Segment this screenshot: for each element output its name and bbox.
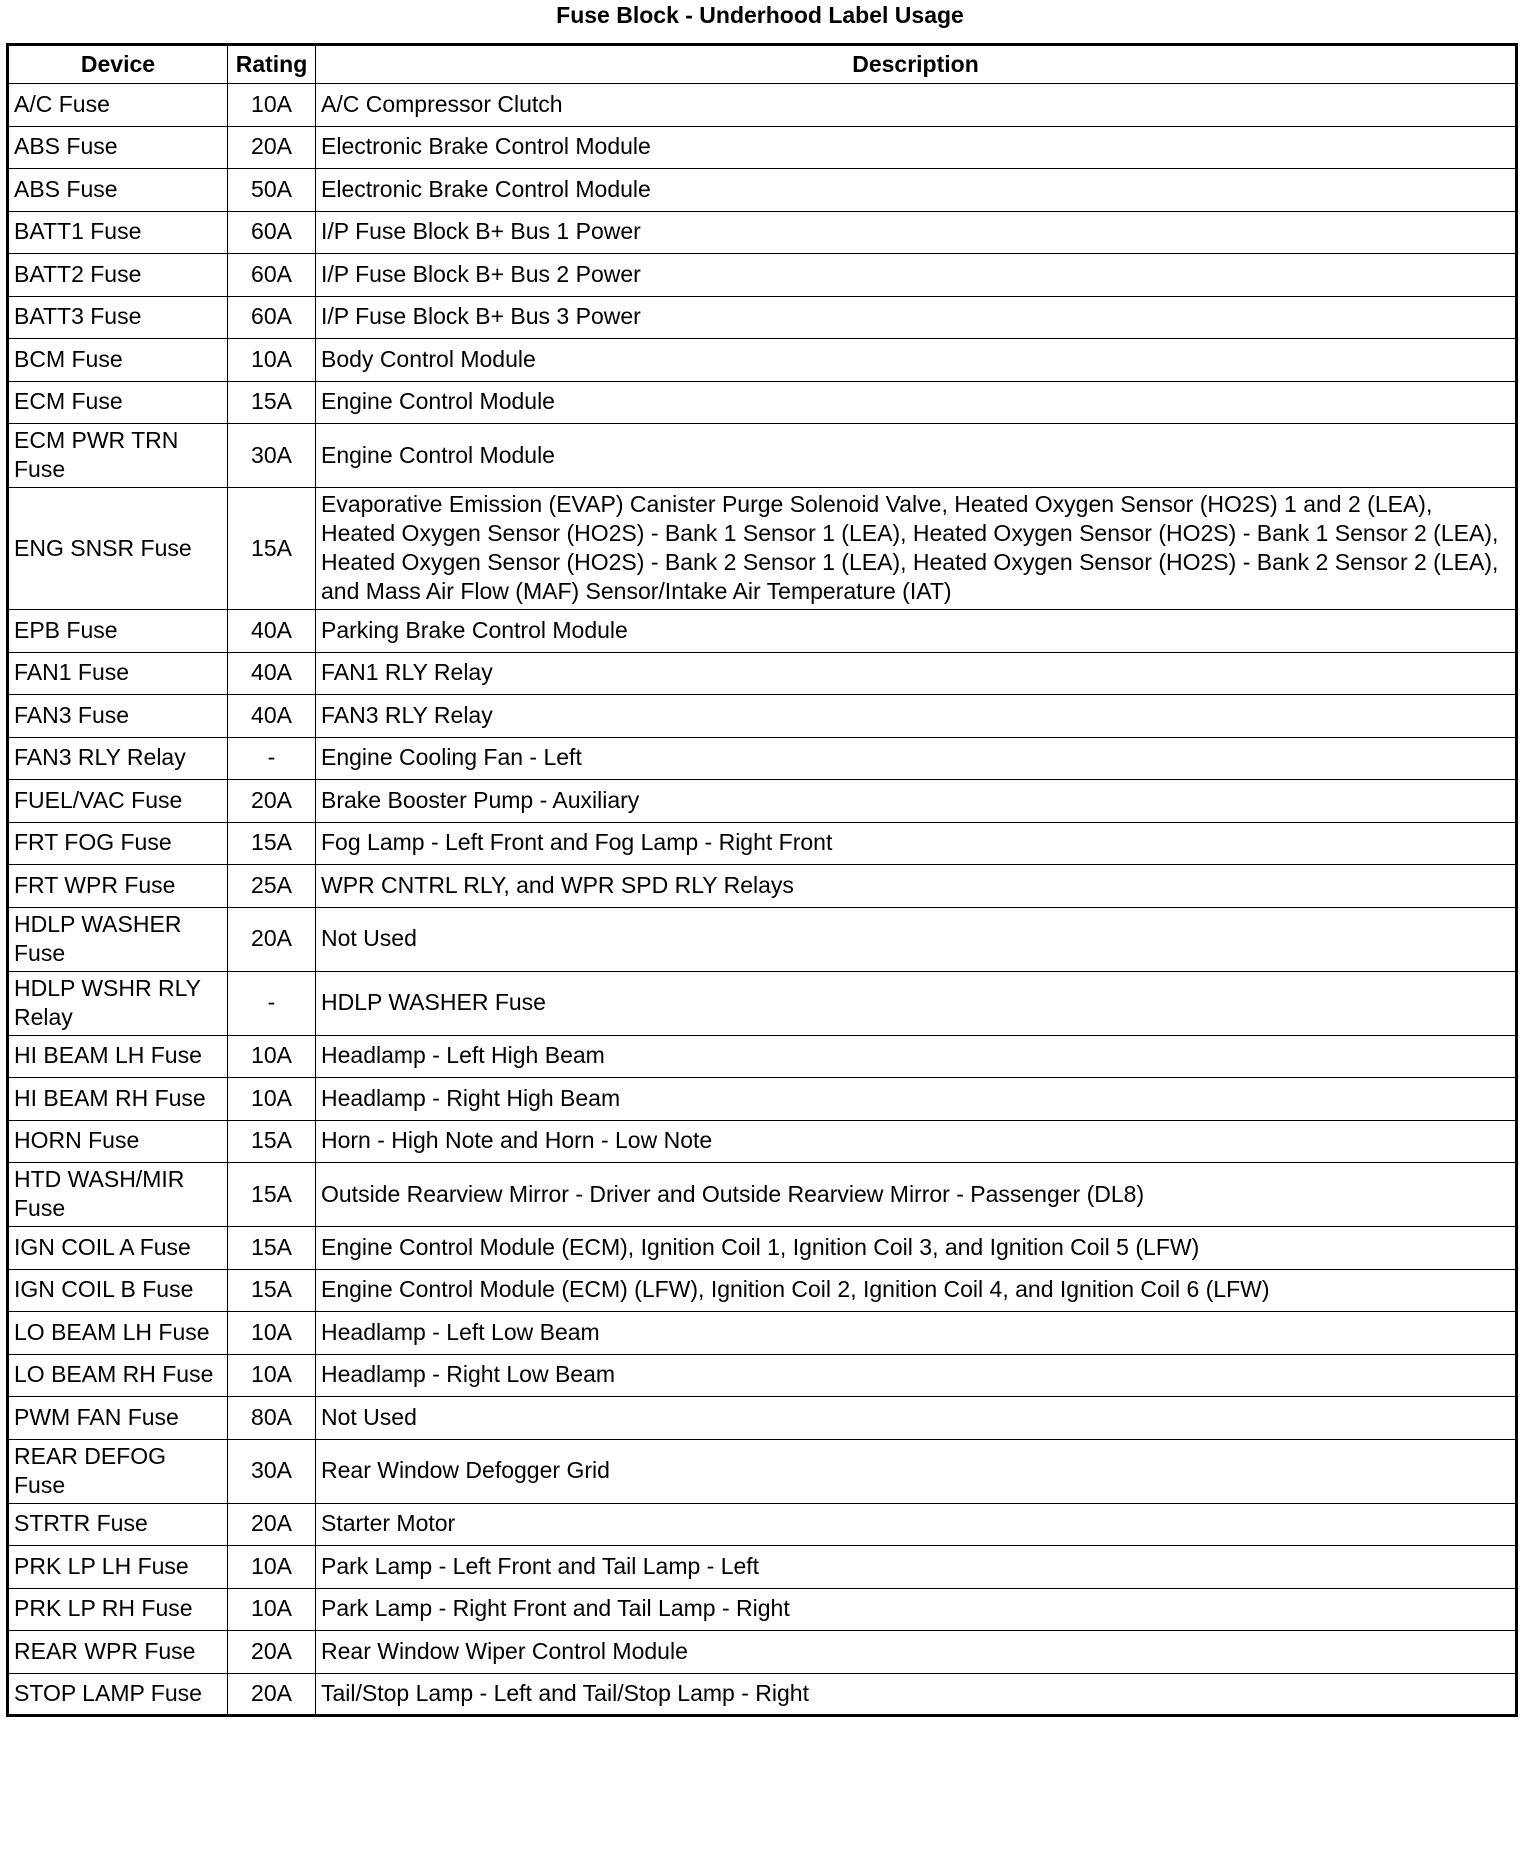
cell-rating: 60A <box>228 211 316 254</box>
cell-rating: 60A <box>228 254 316 297</box>
table-row <box>8 822 1517 865</box>
cell-description: FAN1 RLY Relay <box>316 652 1517 695</box>
cell-device: FAN3 RLY Relay <box>8 737 228 780</box>
cell-device: EPB Fuse <box>8 610 228 653</box>
cell-rating: 15A <box>228 1163 316 1227</box>
table-row <box>8 1120 1517 1163</box>
cell-rating: 15A <box>228 1227 316 1270</box>
cell-device: BATT2 Fuse <box>8 254 228 297</box>
cell-device: BCM Fuse <box>8 339 228 382</box>
cell-device: FRT FOG Fuse <box>8 822 228 865</box>
column-header-description: Description <box>316 45 1517 84</box>
cell-description: Headlamp - Left High Beam <box>316 1035 1517 1078</box>
cell-rating: 10A <box>228 1035 316 1078</box>
cell-device: PWM FAN Fuse <box>8 1397 228 1440</box>
table-row <box>8 971 1517 1035</box>
cell-device: HTD WASH/MIR Fuse <box>8 1163 228 1227</box>
cell-device: HDLP WASHER Fuse <box>8 907 228 971</box>
cell-description: WPR CNTRL RLY, and WPR SPD RLY Relays <box>316 865 1517 908</box>
cell-description: HDLP WASHER Fuse <box>316 971 1517 1035</box>
cell-description: Headlamp - Right High Beam <box>316 1078 1517 1121</box>
cell-device: ABS Fuse <box>8 126 228 169</box>
cell-description: Parking Brake Control Module <box>316 610 1517 653</box>
cell-description: Tail/Stop Lamp - Left and Tail/Stop Lamp - Right <box>316 1673 1517 1716</box>
table-row <box>8 1631 1517 1674</box>
cell-rating: 20A <box>228 1631 316 1674</box>
table-row <box>8 1227 1517 1270</box>
cell-rating: 20A <box>228 907 316 971</box>
cell-device: HI BEAM LH Fuse <box>8 1035 228 1078</box>
cell-description: Fog Lamp - Left Front and Fog Lamp - Right Front <box>316 822 1517 865</box>
table-row <box>8 1269 1517 1312</box>
page-title: Fuse Block - Underhood Label Usage <box>556 2 964 28</box>
cell-device: BATT3 Fuse <box>8 296 228 339</box>
table-row <box>8 1503 1517 1546</box>
cell-rating: 10A <box>228 1078 316 1121</box>
table-row <box>8 737 1517 780</box>
cell-rating: 15A <box>228 1120 316 1163</box>
cell-rating: 30A <box>228 424 316 488</box>
cell-device: HI BEAM RH Fuse <box>8 1078 228 1121</box>
table-row <box>8 339 1517 382</box>
cell-rating: 40A <box>228 610 316 653</box>
table-row <box>8 1439 1517 1503</box>
cell-rating: 25A <box>228 865 316 908</box>
cell-rating: 20A <box>228 1503 316 1546</box>
cell-description: Engine Control Module (ECM) (LFW), Ignition Coil 2, Ignition Coil 4, and Ignition Coil 6 (LFW) <box>316 1269 1517 1312</box>
table-row <box>8 1546 1517 1589</box>
cell-description: Outside Rearview Mirror - Driver and Outside Rearview Mirror - Passenger (DL8) <box>316 1163 1517 1227</box>
table-row <box>8 1035 1517 1078</box>
cell-description: Headlamp - Right Low Beam <box>316 1354 1517 1397</box>
cell-rating: 10A <box>228 84 316 127</box>
table-row <box>8 1588 1517 1631</box>
cell-device: REAR WPR Fuse <box>8 1631 228 1674</box>
fuse-table <box>6 43 1518 1717</box>
cell-device: ECM PWR TRN Fuse <box>8 424 228 488</box>
cell-rating: 10A <box>228 1312 316 1355</box>
table-row <box>8 1078 1517 1121</box>
cell-description: Starter Motor <box>316 1503 1517 1546</box>
table-row <box>8 652 1517 695</box>
table-row <box>8 296 1517 339</box>
table-row <box>8 126 1517 169</box>
cell-device: LO BEAM RH Fuse <box>8 1354 228 1397</box>
cell-rating: 10A <box>228 339 316 382</box>
cell-rating: 15A <box>228 1269 316 1312</box>
cell-description: Engine Cooling Fan - Left <box>316 737 1517 780</box>
cell-description: I/P Fuse Block B+ Bus 1 Power <box>316 211 1517 254</box>
cell-description: Park Lamp - Right Front and Tail Lamp - Right <box>316 1588 1517 1631</box>
cell-device: ABS Fuse <box>8 169 228 212</box>
cell-device: A/C Fuse <box>8 84 228 127</box>
cell-description: A/C Compressor Clutch <box>316 84 1517 127</box>
table-row <box>8 488 1517 610</box>
cell-rating: 20A <box>228 1673 316 1716</box>
cell-device: PRK LP RH Fuse <box>8 1588 228 1631</box>
cell-device: FAN1 Fuse <box>8 652 228 695</box>
cell-device: IGN COIL A Fuse <box>8 1227 228 1270</box>
cell-device: REAR DEFOG Fuse <box>8 1439 228 1503</box>
cell-rating: - <box>228 737 316 780</box>
cell-rating: 60A <box>228 296 316 339</box>
table-row <box>8 169 1517 212</box>
table-header-row <box>8 45 1517 84</box>
table-row <box>8 1354 1517 1397</box>
cell-rating: 10A <box>228 1546 316 1589</box>
cell-rating: 40A <box>228 695 316 738</box>
cell-description: Headlamp - Left Low Beam <box>316 1312 1517 1355</box>
table-row <box>8 695 1517 738</box>
cell-rating: 10A <box>228 1588 316 1631</box>
cell-description: Park Lamp - Left Front and Tail Lamp - Left <box>316 1546 1517 1589</box>
column-header-rating: Rating <box>228 45 316 84</box>
cell-description: Engine Control Module (ECM), Ignition Coil 1, Ignition Coil 3, and Ignition Coil 5 (LFW) <box>316 1227 1517 1270</box>
cell-rating: - <box>228 971 316 1035</box>
cell-device: FAN3 Fuse <box>8 695 228 738</box>
table-row <box>8 610 1517 653</box>
cell-description: Engine Control Module <box>316 424 1517 488</box>
cell-device: PRK LP LH Fuse <box>8 1546 228 1589</box>
cell-device: ECM Fuse <box>8 381 228 424</box>
cell-rating: 10A <box>228 1354 316 1397</box>
cell-description: Brake Booster Pump - Auxiliary <box>316 780 1517 823</box>
cell-description: Engine Control Module <box>316 381 1517 424</box>
cell-device: HORN Fuse <box>8 1120 228 1163</box>
cell-description: I/P Fuse Block B+ Bus 2 Power <box>316 254 1517 297</box>
cell-device: STOP LAMP Fuse <box>8 1673 228 1716</box>
cell-description: Electronic Brake Control Module <box>316 126 1517 169</box>
table-row <box>8 1163 1517 1227</box>
table-row <box>8 381 1517 424</box>
column-header-device: Device <box>8 45 228 84</box>
cell-rating: 50A <box>228 169 316 212</box>
cell-description: Body Control Module <box>316 339 1517 382</box>
cell-description: Evaporative Emission (EVAP) Canister Purge Solenoid Valve, Heated Oxygen Sensor (HO2S) 1 and 2 (LEA), Heated Oxygen Sensor (HO2S) - Bank 1 Sensor 1 (LEA), Heated Oxygen Sensor (HO2S) - Bank 1 Sensor 2 (LEA), Heated Oxygen Sensor (HO2S) - Bank 2 Sensor 1 (LEA), Heated Oxygen Sensor (HO2S) - Bank 2 Sensor 2 (LEA), and Mass Air Flow (MAF) Sensor/Intake Air Temperature (IAT) <box>316 488 1517 610</box>
cell-rating: 20A <box>228 780 316 823</box>
table-row <box>8 1673 1517 1716</box>
table-row <box>8 1397 1517 1440</box>
table-row <box>8 1312 1517 1355</box>
cell-description: Not Used <box>316 1397 1517 1440</box>
cell-device: IGN COIL B Fuse <box>8 1269 228 1312</box>
table-row <box>8 211 1517 254</box>
cell-device: ENG SNSR Fuse <box>8 488 228 610</box>
cell-rating: 40A <box>228 652 316 695</box>
cell-rating: 15A <box>228 488 316 610</box>
cell-device: HDLP WSHR RLY Relay <box>8 971 228 1035</box>
cell-device: LO BEAM LH Fuse <box>8 1312 228 1355</box>
cell-rating: 20A <box>228 126 316 169</box>
cell-description: Horn - High Note and Horn - Low Note <box>316 1120 1517 1163</box>
cell-description: Rear Window Wiper Control Module <box>316 1631 1517 1674</box>
cell-rating: 80A <box>228 1397 316 1440</box>
table-row <box>8 254 1517 297</box>
table-row <box>8 907 1517 971</box>
table-row <box>8 84 1517 127</box>
cell-device: BATT1 Fuse <box>8 211 228 254</box>
cell-description: Not Used <box>316 907 1517 971</box>
table-row <box>8 424 1517 488</box>
cell-rating: 15A <box>228 381 316 424</box>
cell-device: FRT WPR Fuse <box>8 865 228 908</box>
table-row <box>8 780 1517 823</box>
cell-description: Rear Window Defogger Grid <box>316 1439 1517 1503</box>
cell-description: FAN3 RLY Relay <box>316 695 1517 738</box>
cell-device: FUEL/VAC Fuse <box>8 780 228 823</box>
cell-description: Electronic Brake Control Module <box>316 169 1517 212</box>
cell-device: STRTR Fuse <box>8 1503 228 1546</box>
cell-description: I/P Fuse Block B+ Bus 3 Power <box>316 296 1517 339</box>
cell-rating: 30A <box>228 1439 316 1503</box>
cell-rating: 15A <box>228 822 316 865</box>
table-row <box>8 865 1517 908</box>
